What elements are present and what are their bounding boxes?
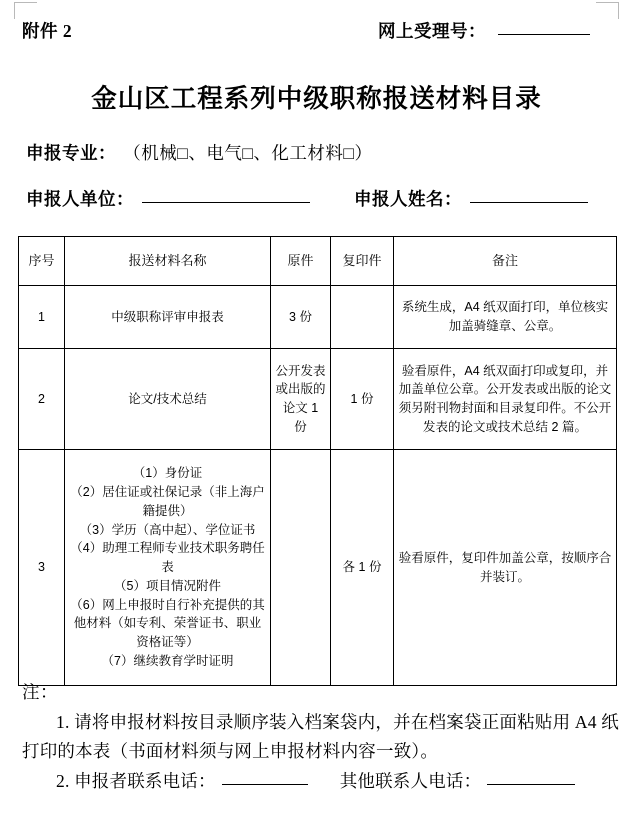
material-item: （4）助理工程师专业技术职务聘任表 bbox=[70, 541, 265, 575]
row2-note: 验看原件，A4 纸双面打印或复印，并加盖单位公章。公开发表或出版的论文须另附刊物封面和目录复印件。不公开发表的论文或技术总结 2 篇。 bbox=[394, 349, 617, 450]
notes-section bbox=[22, 678, 619, 795]
col-header-original: 原件 bbox=[271, 237, 331, 286]
applicant-unit-blank[interactable] bbox=[142, 201, 310, 203]
page-title: 金山区工程系列中级职称报送材料目录 bbox=[91, 85, 542, 113]
material-item: （3）学历（高中起）、学位证书 bbox=[79, 522, 256, 537]
other-contact-phone-label: 其他联系人电话： bbox=[339, 771, 482, 792]
applicant-name-blank[interactable] bbox=[470, 201, 588, 203]
row3-material-list bbox=[65, 450, 271, 686]
row3-note: 验看原件，复印件加盖公章，按顺序合并装订。 bbox=[394, 450, 617, 686]
other-contact-phone-blank[interactable] bbox=[487, 783, 575, 785]
online-receipt-label: 网上受理号： bbox=[378, 21, 486, 41]
material-item: （6）网上申报时自行补充提供的其他材料（如专利、荣誉证书、职业资格证等） bbox=[70, 597, 265, 650]
applicant-phone-label: 2. 申报者联系电话： bbox=[56, 771, 216, 792]
applicant-phone-blank[interactable] bbox=[222, 783, 308, 785]
note-item-1: 1. 请将申报材料按目录顺序装入档案袋内，并在档案袋正面粘贴用 A4 纸打印的本表（书面材料须与网上申报材料内容一致）。 bbox=[22, 712, 619, 761]
material-item: （5）项目情况附件 bbox=[114, 578, 221, 593]
row3-original bbox=[271, 450, 331, 686]
material-item: （2）居住证或社保记录（非上海户籍提供） bbox=[70, 485, 265, 518]
row2-copy: 1 份 bbox=[331, 349, 394, 450]
row1-name: 中级职称评审申报表 bbox=[65, 286, 271, 349]
major-field bbox=[26, 140, 372, 165]
notes-heading: 注： bbox=[22, 682, 58, 702]
col-header-copy: 复印件 bbox=[331, 237, 394, 286]
attachment-number: 附件 2 bbox=[22, 21, 73, 41]
row3-no: 3 bbox=[19, 450, 65, 686]
online-receipt-field bbox=[378, 18, 590, 43]
row2-no: 2 bbox=[19, 349, 65, 450]
material-item: （1）身份证 bbox=[132, 466, 203, 481]
crop-mark-top-right bbox=[596, 2, 619, 19]
col-header-name: 报送材料名称 bbox=[65, 237, 271, 286]
applicant-unit-label: 申报人单位： bbox=[26, 189, 134, 209]
material-item: （7）继续教育学时证明 bbox=[101, 653, 234, 668]
row1-note: 系统生成，A4 纸双面打印，单位核实加盖骑缝章、公章。 bbox=[394, 286, 617, 349]
online-receipt-blank[interactable] bbox=[498, 33, 590, 35]
crop-mark-top-left bbox=[14, 2, 37, 19]
row1-no: 1 bbox=[19, 286, 65, 349]
applicant-fields bbox=[26, 186, 588, 211]
materials-table bbox=[18, 236, 617, 686]
row2-name: 论文/技术总结 bbox=[65, 349, 271, 450]
row3-copy: 各 1 份 bbox=[331, 450, 394, 686]
document-header-row bbox=[0, 18, 633, 46]
row2-original: 公开发表或出版的论文 1 份 bbox=[271, 349, 331, 450]
note-item-2 bbox=[22, 767, 619, 795]
row1-original: 3 份 bbox=[271, 286, 331, 349]
table-row bbox=[19, 450, 617, 686]
major-label: 申报专业： bbox=[26, 143, 116, 163]
table-header-row bbox=[19, 237, 617, 286]
row1-copy bbox=[331, 286, 394, 349]
col-header-no: 序号 bbox=[19, 237, 65, 286]
major-options[interactable]: （机械□、电气□、化工材料□） bbox=[132, 143, 373, 163]
col-header-note: 备注 bbox=[394, 237, 617, 286]
table-row bbox=[19, 286, 617, 349]
applicant-name-label: 申报人姓名： bbox=[354, 189, 462, 209]
table-row bbox=[19, 349, 617, 450]
